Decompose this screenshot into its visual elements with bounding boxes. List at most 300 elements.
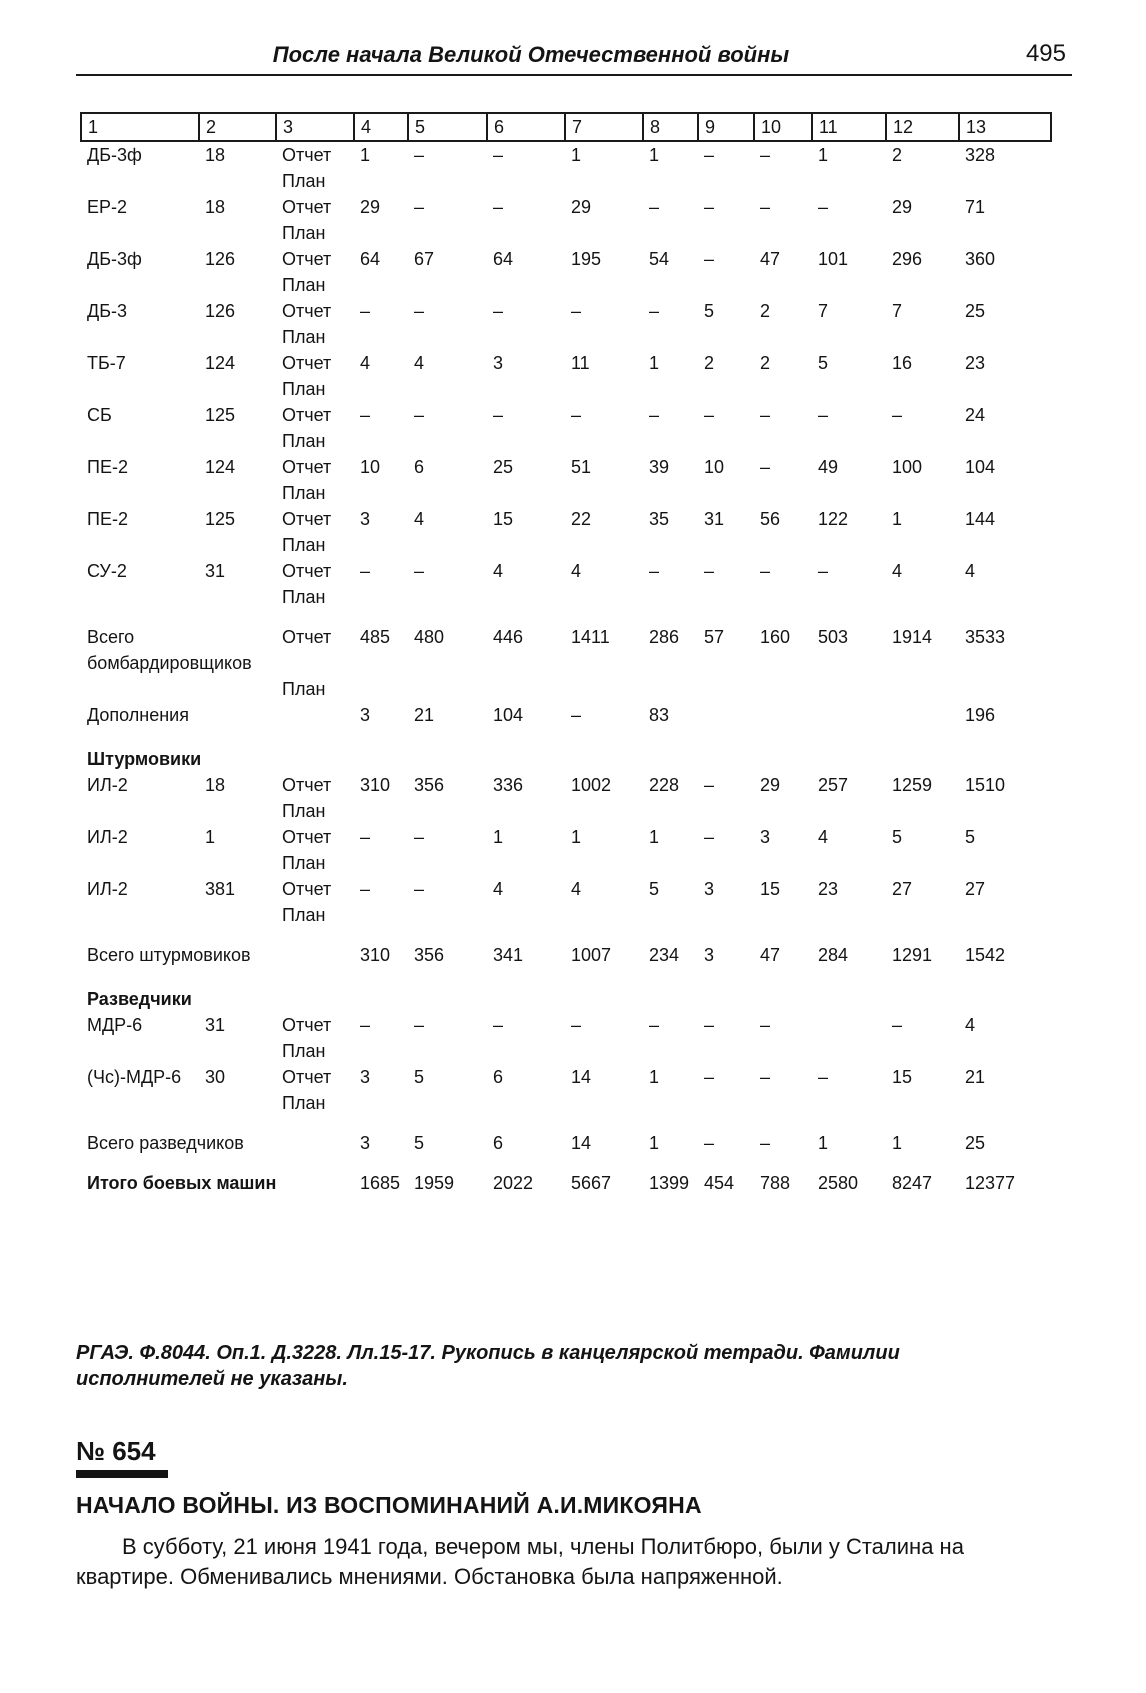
value-cell: 4 (414, 353, 425, 373)
empty-cell (487, 272, 565, 298)
empty-cell (408, 850, 487, 876)
plan-label: План (282, 679, 326, 699)
value-cell: – (892, 405, 903, 425)
additions-value-cell: 104 (493, 705, 524, 725)
aircraft-type: ДБ-3ф (87, 145, 142, 165)
empty-cell (81, 376, 199, 402)
value-cell: 54 (649, 249, 670, 269)
table-row (81, 506, 1051, 532)
table-body (81, 141, 1051, 1196)
empty-cell (199, 220, 276, 246)
value-cell: – (760, 561, 771, 581)
value-cell: 195 (571, 249, 602, 269)
value-cell: 310 (360, 775, 391, 795)
aircraft-type: ТБ-7 (87, 353, 126, 373)
empty-cell (487, 850, 565, 876)
empty-cell (487, 376, 565, 402)
section-heading: Разведчики (87, 989, 192, 1009)
plan-row (81, 272, 1051, 298)
empty-cell (81, 272, 199, 298)
value-cell: 1 (493, 827, 504, 847)
empty-cell (81, 324, 199, 350)
section-heading: Штурмовики (87, 749, 202, 769)
value-cell: – (704, 405, 715, 425)
empty-cell (959, 902, 1051, 928)
empty-cell (354, 220, 408, 246)
value-cell: – (414, 827, 425, 847)
document-number: № 654 (76, 1436, 156, 1466)
report-label: Отчет (282, 879, 332, 899)
aircraft-type: ЕР-2 (87, 197, 128, 217)
column-number-13: 13 (959, 113, 1051, 141)
empty-cell (643, 584, 698, 610)
empty-cell (565, 480, 643, 506)
aircraft-type: ДБ-3ф (87, 249, 142, 269)
empty-cell (408, 902, 487, 928)
empty-cell (199, 376, 276, 402)
empty-cell (886, 584, 959, 610)
value-cell: – (704, 1015, 715, 1035)
column-number-2: 2 (199, 113, 276, 141)
empty-cell (354, 480, 408, 506)
empty-cell (754, 676, 812, 702)
grand-total-name: Итого боевых машин (87, 1173, 277, 1193)
column-number-11: 11 (812, 113, 886, 141)
grand-total-value-cell: 12377 (965, 1173, 1016, 1193)
grand-total-value-cell: 8247 (892, 1173, 933, 1193)
report-label: Отчет (282, 249, 332, 269)
column-number-1: 1 (81, 113, 199, 141)
production-table (80, 112, 1052, 1196)
empty-cell (643, 798, 698, 824)
aircraft-type: ИЛ-2 (87, 879, 128, 899)
empty-cell (886, 1038, 959, 1064)
value-cell: 2 (760, 301, 771, 321)
empty-cell (886, 798, 959, 824)
aircraft-type: ПЕ-2 (87, 509, 128, 529)
value-cell: – (360, 1015, 371, 1035)
empty-cell (812, 1090, 886, 1116)
empty-cell (81, 798, 199, 824)
total-value-cell: 310 (360, 945, 391, 965)
table-row (81, 772, 1051, 798)
value-cell: – (760, 1015, 771, 1035)
empty-cell (812, 272, 886, 298)
value-cell: – (414, 197, 425, 217)
value-cell: 2 (760, 353, 771, 373)
plan-label: План (282, 1041, 326, 1061)
empty-cell (812, 220, 886, 246)
value-cell: 15 (493, 509, 514, 529)
additions-value-cell (754, 702, 812, 728)
empty-cell (487, 902, 565, 928)
value-cell: 11 (571, 353, 590, 373)
value-cell: 4 (493, 879, 504, 899)
empty-cell (354, 324, 408, 350)
value-cell: 228 (649, 775, 680, 795)
empty-cell (959, 220, 1051, 246)
empty-cell (754, 220, 812, 246)
plan-row (81, 584, 1051, 610)
value-cell: – (704, 197, 715, 217)
table-row (81, 350, 1051, 376)
source-note: РГАЭ. Ф.8044. Оп.1. Д.3228. Лл.15-17. Рукопись в канцелярской тетради. Фамилии исполнителей не указаны. (76, 1342, 900, 1390)
additions-value-cell: 21 (414, 705, 435, 725)
empty-cell (698, 324, 754, 350)
empty-cell (754, 798, 812, 824)
report-label: Отчет (282, 827, 332, 847)
value-cell: 296 (892, 249, 923, 269)
empty-cell (698, 428, 754, 454)
empty-cell (698, 902, 754, 928)
value-cell: – (892, 1015, 903, 1035)
report-label: Отчет (282, 775, 332, 795)
value-cell: 3 (360, 509, 371, 529)
section-total-label: Отчет (282, 627, 332, 647)
empty-cell (199, 1090, 276, 1116)
section-total-row (81, 928, 1051, 968)
value-cell: – (818, 1067, 829, 1087)
empty-cell (81, 902, 199, 928)
empty-cell (81, 1090, 199, 1116)
value-cell: 5 (818, 353, 829, 373)
table-row (81, 298, 1051, 324)
empty-cell (81, 428, 199, 454)
value-cell: 27 (965, 879, 986, 899)
value-cell: – (649, 1015, 660, 1035)
plan-row (81, 1090, 1051, 1116)
total-value-cell: 1914 (892, 627, 933, 647)
section-total-name: Всего штурмовиков (87, 945, 251, 965)
empty-cell (565, 902, 643, 928)
value-cell: – (493, 405, 504, 425)
total-value-cell: 356 (414, 945, 445, 965)
report-label: Отчет (282, 1067, 332, 1087)
empty-cell (565, 272, 643, 298)
empty-cell (959, 798, 1051, 824)
value-cell: 336 (493, 775, 524, 795)
total-value-cell: 1542 (965, 945, 1006, 965)
value-cell: – (818, 405, 829, 425)
total-value-cell: 57 (704, 627, 725, 647)
empty-cell (81, 168, 199, 194)
plan-row (81, 168, 1051, 194)
plan-label: План (282, 431, 326, 451)
value-cell: 49 (818, 457, 839, 477)
value-cell: 39 (649, 457, 670, 477)
value-cell: 64 (493, 249, 514, 269)
grand-total-value-cell: 1959 (414, 1173, 455, 1193)
value-cell: 3 (704, 879, 715, 899)
value-cell: 7 (892, 301, 903, 321)
grand-total-value-cell: 454 (704, 1173, 735, 1193)
value-cell: 25 (493, 457, 514, 477)
plan-label: План (282, 275, 326, 295)
empty-cell (487, 532, 565, 558)
empty-cell (698, 272, 754, 298)
empty-cell (886, 376, 959, 402)
empty-cell (199, 1038, 276, 1064)
value-cell: – (414, 405, 425, 425)
report-label: Отчет (282, 301, 332, 321)
section-total-row (81, 610, 1051, 676)
empty-cell (565, 324, 643, 350)
empty-cell (698, 676, 754, 702)
empty-cell (408, 376, 487, 402)
empty-cell (487, 168, 565, 194)
total-value-cell: 446 (493, 627, 524, 647)
empty-cell (354, 532, 408, 558)
plan-label: План (282, 535, 326, 555)
total-value-cell: 1411 (571, 627, 610, 647)
empty-cell (698, 1038, 754, 1064)
total-value-cell: 6 (493, 1133, 504, 1153)
total-value-cell: 503 (818, 627, 849, 647)
empty-cell (754, 376, 812, 402)
empty-cell (408, 428, 487, 454)
value-cell: 5 (414, 1067, 425, 1087)
value-cell: 16 (892, 353, 913, 373)
value-cell: 31 (704, 509, 725, 529)
section-total-name: Всего разведчиков (87, 1133, 244, 1153)
value-cell: 5 (965, 827, 976, 847)
empty-cell (959, 532, 1051, 558)
value-cell: 23 (965, 353, 986, 373)
value-cell: 4 (493, 561, 504, 581)
empty-cell (643, 1090, 698, 1116)
empty-cell (959, 272, 1051, 298)
value-cell: – (360, 561, 371, 581)
empty-cell (643, 168, 698, 194)
empty-cell (698, 850, 754, 876)
empty-cell (643, 220, 698, 246)
empty-cell (812, 324, 886, 350)
value-cell: 2 (704, 353, 715, 373)
report-label: Отчет (282, 561, 332, 581)
value-cell: 1 (571, 145, 582, 165)
total-value-cell: 485 (360, 627, 391, 647)
empty-cell (565, 1090, 643, 1116)
value-cell: 71 (965, 197, 986, 217)
value-cell: 1 (892, 509, 903, 529)
grand-total-value-cell: 1399 (649, 1173, 690, 1193)
empty-cell (81, 676, 199, 702)
table-row (81, 246, 1051, 272)
empty-cell (354, 1038, 408, 1064)
running-header (76, 38, 1072, 76)
total-value-cell: 284 (818, 945, 849, 965)
plan-label: План (282, 379, 326, 399)
value-cell: – (649, 405, 660, 425)
empty-cell (354, 1090, 408, 1116)
empty-cell (408, 676, 487, 702)
table-row (81, 194, 1051, 220)
additions-value-cell: 196 (965, 705, 996, 725)
empty-cell (698, 798, 754, 824)
table-row (81, 141, 1051, 168)
empty-cell (698, 1090, 754, 1116)
value-cell: – (571, 301, 582, 321)
empty-cell (643, 272, 698, 298)
value-cell: 6 (493, 1067, 504, 1087)
value-cell: 257 (818, 775, 849, 795)
empty-cell (812, 376, 886, 402)
total-value-cell: 47 (760, 945, 781, 965)
empty-cell (754, 1038, 812, 1064)
empty-cell (408, 1090, 487, 1116)
table-row (81, 824, 1051, 850)
value-cell: – (704, 775, 715, 795)
plan-row (81, 220, 1051, 246)
value-cell: 3 (493, 353, 504, 373)
value-cell: – (414, 145, 425, 165)
empty-cell (565, 220, 643, 246)
plant-number: 381 (205, 879, 236, 899)
empty-cell (354, 676, 408, 702)
grand-total-value-cell: 788 (760, 1173, 791, 1193)
empty-cell (199, 480, 276, 506)
empty-cell (959, 1090, 1051, 1116)
value-cell: – (760, 457, 771, 477)
total-value-cell: – (760, 1133, 771, 1153)
plan-row (81, 376, 1051, 402)
empty-cell (886, 220, 959, 246)
plan-row (81, 1038, 1051, 1064)
plant-number: 124 (205, 457, 236, 477)
table-row (81, 402, 1051, 428)
value-cell: – (760, 197, 771, 217)
value-cell: 4 (571, 879, 582, 899)
plan-row (81, 428, 1051, 454)
empty-cell (886, 168, 959, 194)
empty-cell (643, 902, 698, 928)
empty-cell (754, 1090, 812, 1116)
plan-label: План (282, 327, 326, 347)
value-cell: 4 (360, 353, 371, 373)
value-cell: 6 (414, 457, 425, 477)
plant-number: 31 (205, 1015, 226, 1035)
table-row (81, 1012, 1051, 1038)
empty-cell (199, 798, 276, 824)
empty-cell (408, 1038, 487, 1064)
total-value-cell: – (704, 1133, 715, 1153)
empty-cell (487, 324, 565, 350)
value-cell: 35 (649, 509, 670, 529)
value-cell: – (649, 197, 660, 217)
value-cell: 29 (760, 775, 781, 795)
empty-cell (199, 902, 276, 928)
total-value-cell: 5 (414, 1133, 425, 1153)
value-cell: 14 (571, 1067, 592, 1087)
value-cell: – (760, 405, 771, 425)
value-cell (812, 1012, 886, 1038)
empty-cell (565, 1038, 643, 1064)
value-cell: 67 (414, 249, 435, 269)
plant-number: 125 (205, 405, 236, 425)
value-cell: 104 (965, 457, 996, 477)
value-cell: 15 (892, 1067, 913, 1087)
value-cell: 56 (760, 509, 781, 529)
empty-cell (754, 324, 812, 350)
column-number-7: 7 (565, 113, 643, 141)
plan-label: План (282, 905, 326, 925)
empty-cell (886, 850, 959, 876)
empty-cell (643, 480, 698, 506)
grand-total-row (81, 1156, 1051, 1196)
empty-cell (959, 168, 1051, 194)
empty-cell (199, 584, 276, 610)
total-value-cell: 25 (965, 1133, 986, 1153)
value-cell: – (704, 561, 715, 581)
value-cell: 356 (414, 775, 445, 795)
aircraft-type: (Чс)-МДР-6 (87, 1067, 182, 1087)
empty-cell (199, 324, 276, 350)
empty-cell (565, 532, 643, 558)
report-label: Отчет (282, 145, 332, 165)
aircraft-type: ДБ-3 (87, 301, 128, 321)
plan-row (81, 480, 1051, 506)
empty-cell (754, 902, 812, 928)
plant-number: 1 (205, 827, 216, 847)
plant-number: 30 (205, 1067, 226, 1087)
empty-cell (812, 798, 886, 824)
total-value-cell: 14 (571, 1133, 592, 1153)
value-cell: – (414, 1015, 425, 1035)
value-cell: 360 (965, 249, 996, 269)
empty-cell (354, 584, 408, 610)
empty-cell (643, 676, 698, 702)
total-value-cell: 1 (818, 1133, 829, 1153)
plant-number: 126 (205, 249, 236, 269)
aircraft-type: СУ-2 (87, 561, 127, 581)
empty-cell (199, 850, 276, 876)
plant-number: 124 (205, 353, 236, 373)
value-cell: – (414, 879, 425, 899)
value-cell: 144 (965, 509, 996, 529)
empty-cell (565, 428, 643, 454)
value-cell: 1002 (571, 775, 612, 795)
plant-number: 18 (205, 145, 226, 165)
column-number-5: 5 (408, 113, 487, 141)
total-value-cell: 1291 (892, 945, 933, 965)
empty-cell (959, 480, 1051, 506)
table-row (81, 558, 1051, 584)
report-label: Отчет (282, 405, 332, 425)
empty-cell (812, 584, 886, 610)
empty-cell (886, 676, 959, 702)
value-cell: 5 (704, 301, 715, 321)
additions-value-cell (886, 702, 959, 728)
empty-cell (354, 376, 408, 402)
section-total-label (276, 1116, 354, 1156)
empty-cell (643, 532, 698, 558)
value-cell: 3 (760, 827, 771, 847)
empty-cell (754, 272, 812, 298)
aircraft-type: ПЕ-2 (87, 457, 128, 477)
plan-row (81, 532, 1051, 558)
empty-cell (698, 376, 754, 402)
empty-cell (959, 1038, 1051, 1064)
value-cell: 10 (360, 457, 381, 477)
empty-cell (812, 532, 886, 558)
plan-row (81, 324, 1051, 350)
empty-cell (754, 584, 812, 610)
empty-cell (643, 324, 698, 350)
total-value-cell: 480 (414, 627, 445, 647)
value-cell: 1 (360, 145, 371, 165)
empty-cell (487, 798, 565, 824)
plan-row (81, 798, 1051, 824)
